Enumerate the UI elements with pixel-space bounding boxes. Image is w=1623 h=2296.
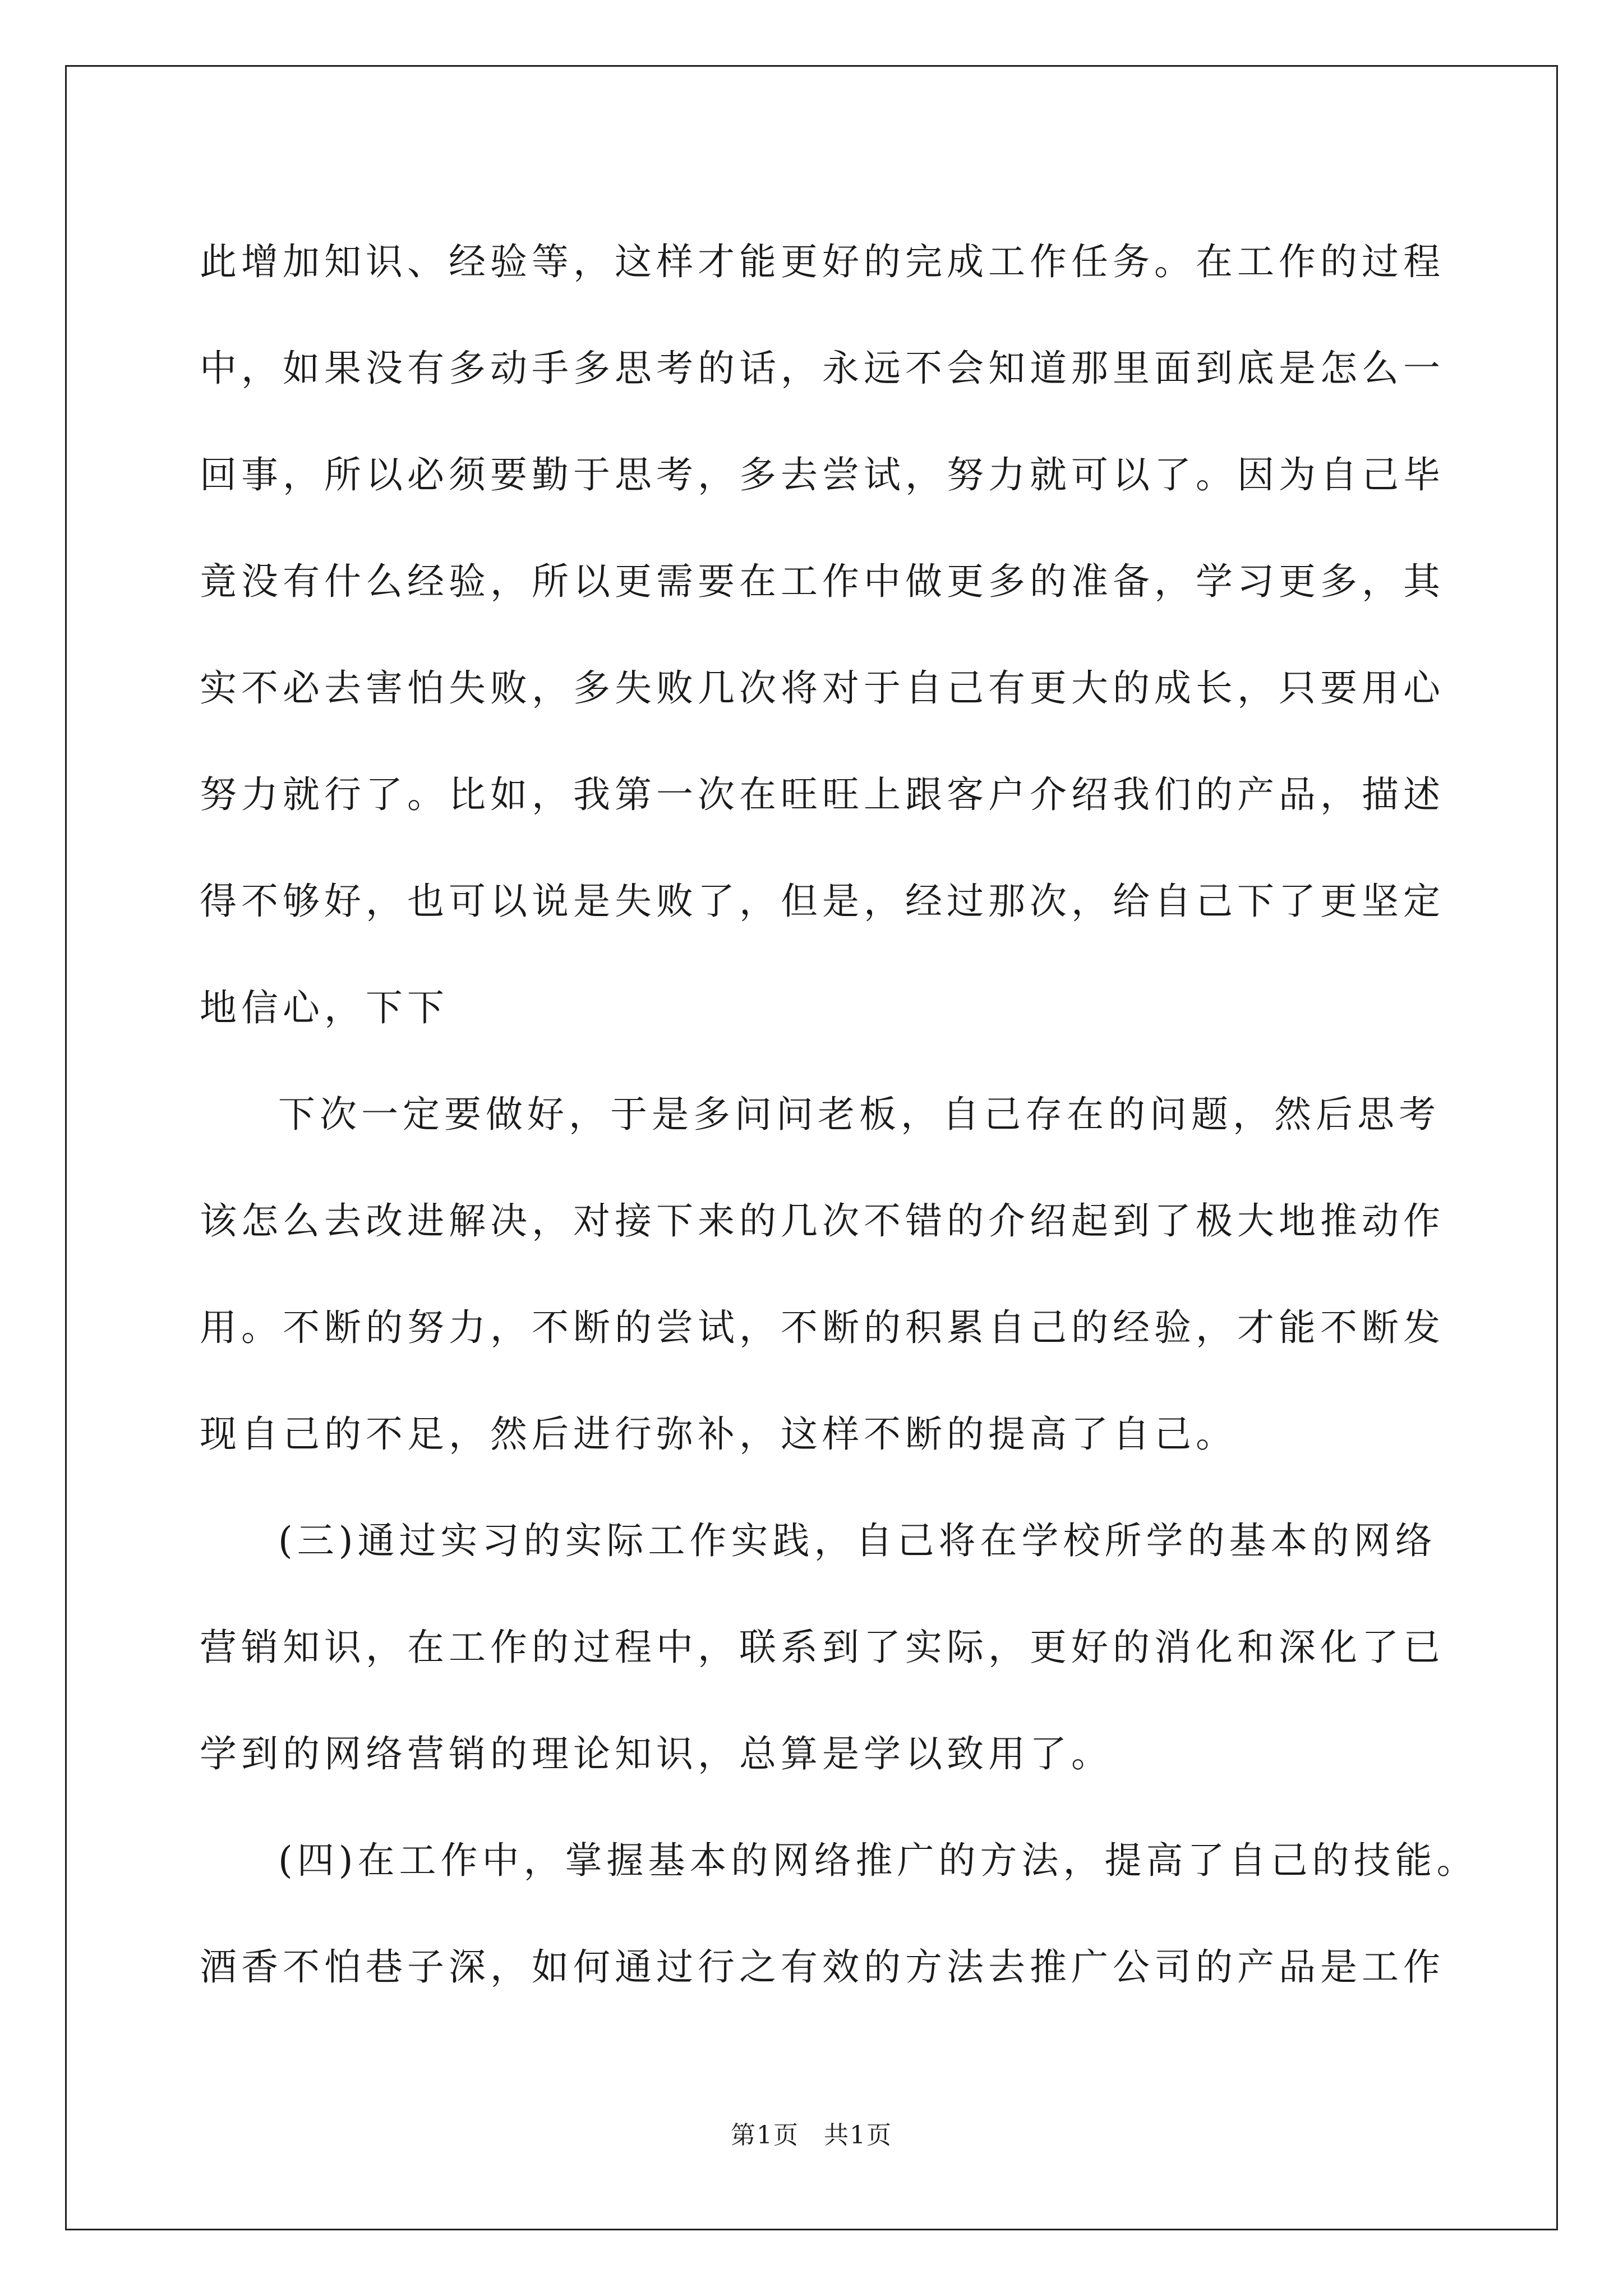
- page-footer: [0, 2115, 1623, 2151]
- text-line: 地信心，下下: [200, 986, 449, 1029]
- page-total: 共1页: [824, 2121, 892, 2150]
- page-number: 第1页: [731, 2121, 799, 2150]
- text-line: 此增加知识、经验等，这样才能更好的完成工作任务。在工作的过程: [200, 240, 1445, 283]
- text-line: 实不必去害怕失败，多失败几次将对于自己有更大的成长，只要用心: [200, 666, 1445, 710]
- text-line: 中，如果没有多动手多思考的话，永远不会知道那里面到底是怎么一: [200, 347, 1445, 390]
- text-line: 酒香不怕巷子深，如何通过行之有效的方法去推广公司的产品是工作: [200, 1945, 1445, 1989]
- text-line: 回事，所以必须要勤于思考，多去尝试，努力就可以了。因为自己毕: [200, 453, 1445, 496]
- text-line: 该怎么去改进解决，对接下来的几次不错的介绍起到了极大地推动作: [200, 1199, 1445, 1243]
- text-line: 努力就行了。比如，我第一次在旺旺上跟客户介绍我们的产品，描述: [200, 773, 1445, 816]
- text-line: 现自己的不足，然后进行弥补，这样不断的提高了自己。: [200, 1412, 1237, 1456]
- text-line: 营销知识，在工作的过程中，联系到了实际，更好的消化和深化了已: [200, 1626, 1445, 1669]
- text-line: 用。不断的努力，不断的尝试，不断的积累自己的经验，才能不断发: [200, 1306, 1445, 1349]
- text-line: 竟没有什么经验，所以更需要在工作中做更多的准备，学习更多，其: [200, 560, 1445, 603]
- document-body: [200, 209, 1478, 2021]
- text-line: 得不够好，也可以说是失败了，但是，经过那次，给自己下了更坚定: [200, 880, 1445, 923]
- paragraph-start-line: 下次一定要做好，于是多问问老板，自己存在的问题，然后思考: [278, 1093, 1440, 1136]
- paragraph-start-line: (三)通过实习的实际工作实践，自己将在学校所学的基本的网络: [278, 1519, 1437, 1562]
- paragraph-start-line: (四)在工作中，掌握基本的网络推广的方法，提高了自己的技能。: [278, 1839, 1478, 1882]
- text-line: 学到的网络营销的理论知识，总算是学以致用了。: [200, 1732, 1113, 1775]
